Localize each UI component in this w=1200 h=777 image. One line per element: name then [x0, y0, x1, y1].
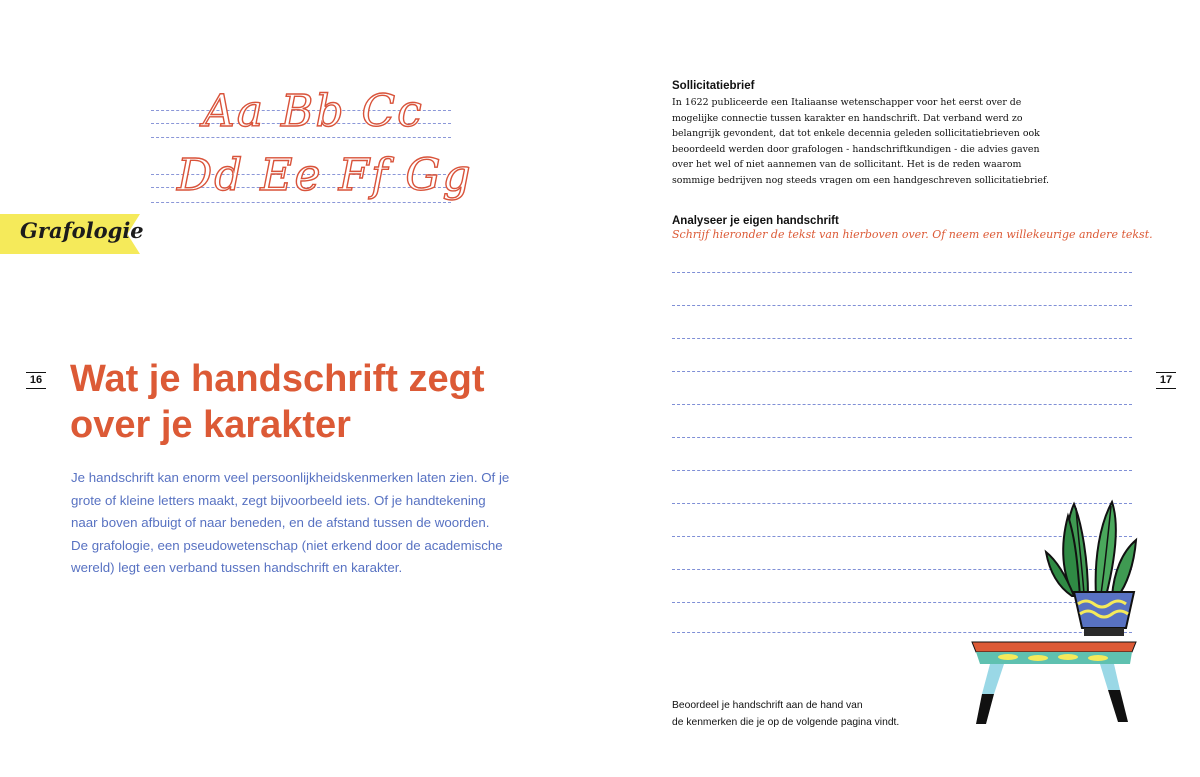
intro-paragraph: [71, 467, 541, 580]
page-number-right: 17: [1156, 372, 1176, 389]
letter-line: In 1622 publiceerde een Italiaanse wetenschapper voor het eerst over de: [672, 97, 1022, 108]
section-ribbon-label: Grafologie: [20, 218, 144, 243]
page-number-left: 16: [26, 372, 46, 389]
page-title-line: Wat je handschrift zegt: [70, 358, 485, 400]
intro-line: Je handschrift kan enorm veel persoonlijkheidskenmerken laten zien. Of je: [71, 470, 510, 485]
letter-heading: Sollicitatiebrief: [672, 80, 755, 92]
writing-line: [672, 437, 1132, 438]
letter-line: beoordeeld werden door grafologen - handschriftkundigen - die advies gaven: [672, 143, 1040, 155]
potted-plant-on-bench-icon: [968, 496, 1144, 728]
analyse-heading: Analyseer je eigen handschrift: [672, 215, 839, 227]
alphabet-line-2: Dd Ee Ff Gg: [177, 150, 473, 201]
writing-line: [672, 404, 1132, 405]
letter-line: sommige bedrijven nog steeds vragen om een handgeschreven sollicitatiebrief.: [672, 174, 1049, 186]
letter-line: belangrijk gevondent, dat tot enkele decennia geleden sollicitatiebrieven ook: [672, 128, 1040, 140]
intro-line: naar boven afbuigt of naar beneden, en de afstand tussen de woorden.: [71, 515, 490, 530]
intro-line: wereld) legt een verband tussen handschrift en karakter.: [71, 560, 403, 575]
writing-line: [672, 272, 1132, 273]
page-title: [70, 356, 590, 448]
letter-line: mogelijke connectie tussen karakter en handschrift. Dat verband werd zo: [672, 112, 1023, 124]
alphabet-line-1: Aa Bb Cc: [203, 86, 424, 137]
intro-line: De grafologie, een pseudowetenschap (niet erkend door de academische: [71, 537, 503, 553]
writing-line: [672, 371, 1132, 372]
footnote-line: de kenmerken die je op de volgende pagina vindt.: [672, 717, 900, 728]
footnote-line: Beoordeel je handschrift aan de hand van: [672, 700, 863, 711]
letter-line: over het wel of niet aannemen van de sollicitant. Het is de reden waarom: [672, 159, 1022, 171]
writing-line: [672, 305, 1132, 306]
page-title-line: over je karakter: [70, 404, 351, 446]
writing-instruction: Schrijf hieronder de tekst van hierboven over. Of neem een willekeurige andere tekst.: [672, 228, 1153, 241]
guide-line: [151, 202, 451, 203]
footnote: [672, 697, 899, 731]
letter-paragraph: [672, 95, 1142, 189]
alphabet-sample: [145, 86, 473, 215]
guide-line: [151, 137, 451, 138]
writing-line: [672, 470, 1132, 471]
writing-line: [672, 338, 1132, 339]
intro-line: grote of kleine letters maakt, zegt bijvoorbeeld iets. Of je handtekening: [71, 492, 486, 508]
